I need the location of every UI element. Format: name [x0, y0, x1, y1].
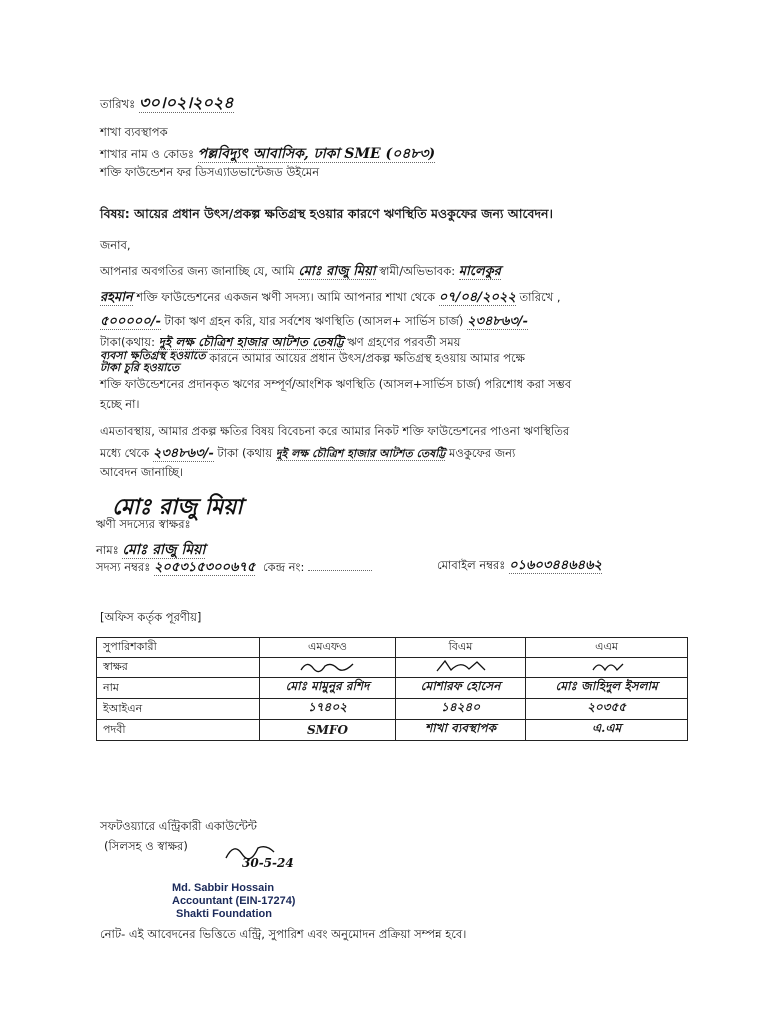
guardian-name-b: রহমান [100, 290, 133, 305]
para1-line5: ব্যবসা ক্ষতিগ্রস্থ হওয়াতে টাকা চুরি হওয়াতে কারনে আমার আয়ের প্রধান উৎস/প্রকল্প ক্ষতিগ্রস্থ হওয়ায় আমার পক্ষে [100, 349, 525, 374]
addressee-title: শাখা ব্যবস্থাপক [100, 125, 168, 139]
row-label: ইআইএন [97, 699, 260, 720]
table-header-cell: সুপারিশকারী [97, 638, 260, 658]
table-header-cell: এমএফও [260, 638, 396, 658]
mobile-row [437, 556, 602, 577]
para2-line2: মধ্যে থেকে ২৩৪৮৬৩/- টাকা (কথায় দুই লক্ষ চৌত্রিশ হাজার আটশত তেষট্টি মওকুফের জন্য [100, 446, 516, 461]
para1-line6: শক্তি ফাউন্ডেশনের প্রদানকৃত ঋণের সম্পূর্ণ/আংশিক ঋণস্থিতি (আসল+সার্ভিস চার্জ) পরিশোধ করা সম্ভব [100, 377, 572, 391]
waiver-amount: ২৩৪৮৬৩/- [152, 446, 214, 461]
date-row [100, 90, 234, 117]
table-row [97, 699, 688, 720]
row-label: স্বাক্ষর [97, 658, 260, 678]
date-label: তারিখঃ [100, 97, 136, 111]
scribble-signature-icon [297, 658, 357, 674]
row-label: পদবী [97, 720, 260, 741]
member-number-label: সদস্য নম্বরঃ [96, 560, 151, 574]
footer-note: নোট- এই আবেদনের ভিত্তিতে এন্ট্রি, সুপারিশ এবং অনুমোদন প্রক্রিয়া সম্পন্ন হবে। [100, 927, 467, 941]
stamp-ein: Accountant (EIN-17274) [172, 895, 296, 907]
table-cell: ১৭৪০২ [260, 699, 396, 720]
accountant-title: সফটওয়্যারে এন্ট্রিকারী একাউন্টেন্ট [100, 819, 257, 833]
para2-line3: আবেদন জানাচ্ছি। [100, 465, 184, 479]
branch-row [100, 142, 435, 166]
para1-line2: রহমান শক্তি ফাউন্ডেশনের একজন ঋণী সদস্য। আমি আপনার শাখা থেকে ০৭/০৪/২০২২ তারিখে , [100, 290, 561, 305]
para1-line1: আপনার অবগতির জন্য জানাচ্ছি যে, আমি মোঃ রাজু মিয়া স্বামী/অভিভাবক: মালেকুর [100, 264, 501, 279]
table-cell: ১৪২৪০ [395, 699, 525, 720]
waiver-in-words: দুই লক্ষ চৌত্রিশ হাজার আটশত তেষট্টি [275, 447, 446, 460]
date-value: ৩০।০২।২০২৪ [138, 93, 234, 112]
scribble-signature-icon [431, 658, 491, 674]
mfo-signature [260, 658, 396, 678]
accountant-signature-date: 30-5-24 [242, 856, 294, 870]
organization-name: শক্তি ফাউন্ডেশন ফর ডিসএ্যাডভান্টেজড উইমেন [100, 165, 320, 179]
para1-line4: টাকা(কথায়: দুই লক্ষ চৌত্রিশ হাজার আটশত তেষট্টি ঋণ গ্রহণের পরবর্তী সময় [100, 335, 461, 349]
member-number: ২০৫৩১৫৩০০৬৭৫ [153, 560, 256, 575]
para1-line3: ৫০০০০০/- টাকা ঋণ গ্রহন করি, যার সর্বশেষ ঋণস্থিতি (আসল+ সার্ভিস চার্জ) ২৩৪৮৬৩/- [100, 314, 528, 329]
mobile-label: মোবাইল নম্বরঃ [437, 558, 506, 572]
am-signature [526, 658, 688, 678]
salutation: জনাব, [100, 238, 131, 252]
loan-amount: ৫০০০০০/- [100, 314, 161, 329]
stamp-org: Shakti Foundation [176, 908, 272, 920]
para2-line1: এমতাবস্থায়, আমার প্রকল্প ক্ষতির বিষয় বিবেচনা করে আমার নিকট শক্তি ফাউন্ডেশনের পাওনা ঋণস্থিতির [100, 424, 570, 438]
center-number-label: কেন্দ্র নং: [263, 560, 305, 574]
table-header-cell: বিএম [395, 638, 525, 658]
recommendation-table [96, 637, 688, 741]
office-section-label: [অফিস কর্তৃক পূরণীয়] [100, 610, 202, 624]
reason-text: ব্যবসা ক্ষতিগ্রস্থ হওয়াতে টাকা চুরি হওয়াতে [100, 349, 206, 374]
table-cell: এ.এম [526, 720, 688, 741]
table-row [97, 678, 688, 699]
table-row [97, 658, 688, 678]
table-cell: মোঃ জাহিদুল ইসলাম [526, 678, 688, 699]
name-label: নামঃ [96, 543, 119, 557]
table-cell: মোঃ মামুনুর রশিদ [260, 678, 396, 699]
row-label: নাম [97, 678, 260, 699]
loan-date: ০৭/০৪/২০২২ [438, 290, 516, 305]
signature-label: ঋণী সদস্যের স্বাক্ষরঃ [96, 517, 191, 531]
para1-line7: হচ্ছে না। [100, 397, 140, 411]
table-cell: SMFO [260, 720, 396, 741]
member-name: মোঃ রাজু মিয়া [122, 542, 206, 558]
table-header-cell: এএম [526, 638, 688, 658]
balance-in-words: দুই লক্ষ চৌত্রিশ হাজার আটশত তেষট্টি [158, 335, 344, 349]
center-number-field [308, 570, 372, 571]
accountant-stamp [172, 882, 295, 921]
subject-line: বিষয়: আয়ের প্রধান উৎস/প্রকল্প ক্ষতিগ্রস্থ হওয়ার কারণে ঋণস্থিতি মওকুফের জন্য আবেদন। [100, 206, 553, 221]
table-cell: ২০৩৫৫ [526, 699, 688, 720]
table-row [97, 720, 688, 741]
stamp-name: Md. Sabbir Hossain [172, 882, 275, 894]
scribble-signature-icon [587, 658, 627, 674]
member-signature: মোঃ রাজু মিয়া [112, 494, 243, 520]
branch-label: শাখার নাম ও কোডঃ [100, 147, 195, 161]
member-row [96, 558, 372, 579]
balance-amount: ২৩৪৮৬৩/- [467, 314, 528, 329]
bm-signature [395, 658, 525, 678]
table-cell: শাখা ব্যবস্থাপক [395, 720, 525, 741]
mobile-number: ০১৬০৩৪৪৬৪৬২ [509, 558, 603, 573]
guardian-name-a: মালেকুর [458, 264, 501, 279]
applicant-name: মোঃ রাজু মিয়া [298, 264, 376, 279]
table-cell: মোশারফ হোসেন [395, 678, 525, 699]
table-header-row [97, 638, 688, 658]
branch-value: পল্লবিদ্যুৎ আবাসিক, ঢাকা SME (০৪৮৩) [197, 146, 436, 162]
accountant-subtitle: (সিলসহ ও স্বাক্ষর) [104, 839, 188, 853]
